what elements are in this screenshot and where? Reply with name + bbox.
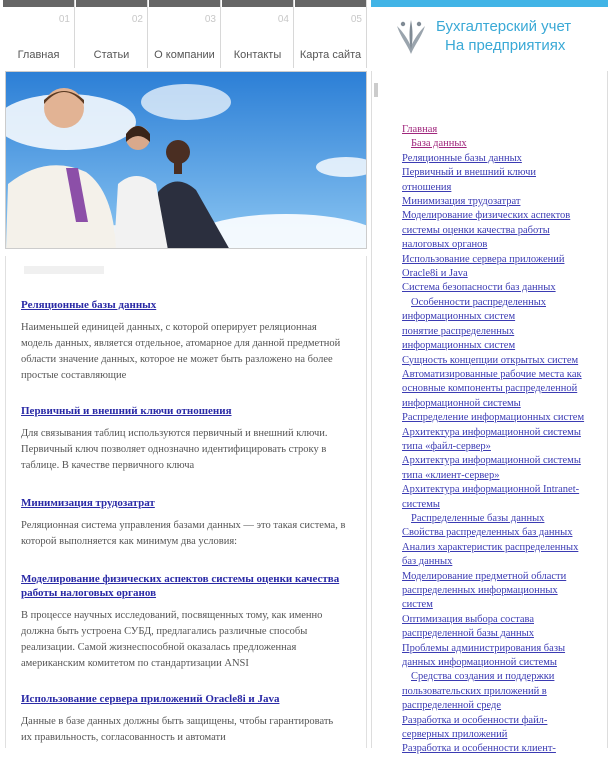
nav-number: 04 [277,14,289,25]
sidebar-link[interactable]: Минимизация трудозатрат [402,196,521,208]
sidebar-link[interactable]: распределенных информационных [402,585,558,596]
article-item [21,298,346,384]
nav-bar [3,0,74,7]
sidebar-link[interactable]: данных информационной системы [402,657,557,669]
article-title-link[interactable]: Минимизация трудозатрат [21,497,155,509]
sidebar-link[interactable]: информационных систем [402,311,516,323]
nav-item-about[interactable] [149,0,221,68]
logo-title: Бухгалтерский учет [436,18,572,35]
sidebar-link[interactable]: Архитектура информационной Intranet- [402,484,580,496]
sidebar-navigation [371,71,608,755]
sidebar-link[interactable]: Оптимизация выбора состава [402,613,535,625]
article-title-link[interactable]: Первичный и внешний ключи отношения [21,405,232,417]
nav-number: 02 [131,14,143,25]
nav-bar [222,0,293,7]
top-navigation [3,0,367,68]
sidebar-link[interactable]: Сущность концепции открытых систем [402,354,579,366]
sidebar-link[interactable]: Автоматизированные рабочие места как [402,368,582,380]
nav-bar [76,0,147,7]
logo-accent-bar [371,0,608,7]
nav-item-articles[interactable] [76,0,148,68]
article-excerpt: В процессе научных исследований, посвященных тому, как именно должна быть устроена СУБД, предлагались различные способы реализации. Самой жизнеспособной оказалась предложенная американским комитетом по стандартизации ANSI [21,610,323,669]
sidebar-link[interactable]: Архитектура информационной системы [402,455,581,467]
sidebar-link[interactable]: Разработка и особенности клиент- [402,743,556,755]
sidebar-link[interactable]: налоговых органов [402,239,488,251]
sidebar-link[interactable]: Использование сервера приложений [402,253,565,265]
nav-label: Статьи [93,49,130,61]
sidebar-link[interactable]: типа «клиент-сервер» [402,469,500,481]
nav-item-contacts[interactable] [222,0,294,68]
article-item [21,692,346,746]
sidebar-link[interactable]: системы оценки качества работы [402,224,550,236]
business-team-photo [6,72,367,249]
sidebar-link[interactable]: системы [402,498,440,510]
sidebar-link[interactable]: серверных приложений [402,729,508,741]
sidebar-link[interactable]: пользовательских приложений в [402,685,547,697]
nav-number: 01 [58,14,70,25]
sidebar-link[interactable]: Анализ характеристик распределенных [402,541,579,553]
nav-item-sitemap[interactable] [295,0,367,68]
sidebar-link[interactable]: систем [402,599,433,611]
sidebar-link[interactable]: информационной системы [402,397,521,409]
nav-label: Главная [17,49,60,61]
logo-subtitle: На предприятиях [445,37,566,54]
sidebar-link[interactable]: баз данных [402,556,453,568]
sidebar-link[interactable]: понятие распределенных [402,325,515,337]
sidebar-link[interactable]: Распределенные базы данных [411,512,545,524]
sidebar-link[interactable]: основные компоненты распределенной [402,383,578,395]
wheat-emblem-icon [393,16,429,56]
article-title-link[interactable]: Использование сервера приложений Oracle8i и Java [21,693,280,705]
sidebar-link[interactable]: Система безопасности баз данных [402,282,556,294]
article-excerpt: Реляционная система управления базами данных — это такая система, в которой выполняется как минимум два условия: [21,520,346,547]
nav-bar [149,0,220,7]
nav-number: 03 [204,14,216,25]
sidebar-link[interactable]: Моделирование предметной области [402,570,567,582]
sidebar-link[interactable]: База данных [411,138,467,150]
sidebar-link[interactable]: Средства создания и поддержки [411,671,555,683]
article-title-link[interactable]: Реляционные базы данных [21,299,157,311]
sidebar-link[interactable]: типа «файл-сервер» [402,440,491,452]
sidebar-link[interactable]: распределенной среде [402,700,502,712]
sidebar-link[interactable]: Реляционные базы данных [402,152,522,164]
sidebar-link[interactable]: отношения [402,181,452,193]
site-logo[interactable] [371,0,608,68]
sidebar-link[interactable]: Архитектура информационной системы [402,426,581,438]
article-item [21,404,346,474]
sidebar-link[interactable]: распределенной базы данных [402,628,534,640]
article-excerpt: Для связывания таблиц используются первичный и внешний ключи. Первичный ключ позволяет однозначно идентифицировать строку в таблице. В качестве первичного ключа [21,428,328,471]
article-excerpt: Наименьшей единицей данных, с которой оперирует реляционная модель данных, является отдельное, атомарное для данной предметной области значение данных, которое не может быть разложено на более простые составляющие [21,322,341,381]
nav-number: 05 [350,14,362,25]
sidebar-link[interactable]: Свойства распределенных баз данных [402,527,573,539]
nav-bar [295,0,366,7]
nav-label: О компании [154,49,215,61]
sidebar-link[interactable]: Проблемы администрирования базы [402,642,566,654]
sidebar-link[interactable]: Особенности распределенных [411,296,547,308]
article-title-link[interactable]: Моделирование физических аспектов системы оценки качества работы налоговых органов [21,573,340,599]
sidebar-link[interactable]: Моделирование физических аспектов [402,210,571,222]
sidebar-link[interactable]: Распределение информационных систем [402,412,585,424]
article-excerpt: Данные в базе данных должны быть защищены, чтобы гарантировать их правильность, согласованность и автомати [21,716,334,743]
section-heading-placeholder [24,266,104,274]
sidebar-link[interactable]: информационных систем [402,340,516,352]
nav-item-home[interactable] [3,0,75,68]
hero-banner [5,71,367,249]
sidebar-link[interactable]: Разработка и особенности файл- [402,714,548,726]
sidebar-marker [374,83,378,97]
sidebar-link[interactable]: Главная [402,124,438,135]
article-item [21,496,346,550]
sidebar-link[interactable]: Первичный и внешний ключи [402,167,537,179]
nav-label: Карта сайта [299,49,362,61]
main-content [5,256,367,748]
article-item [21,572,346,672]
sidebar-link-list [402,123,610,757]
nav-label: Контакты [233,49,282,61]
sidebar-link[interactable]: Oracle8i и Java [402,268,468,280]
